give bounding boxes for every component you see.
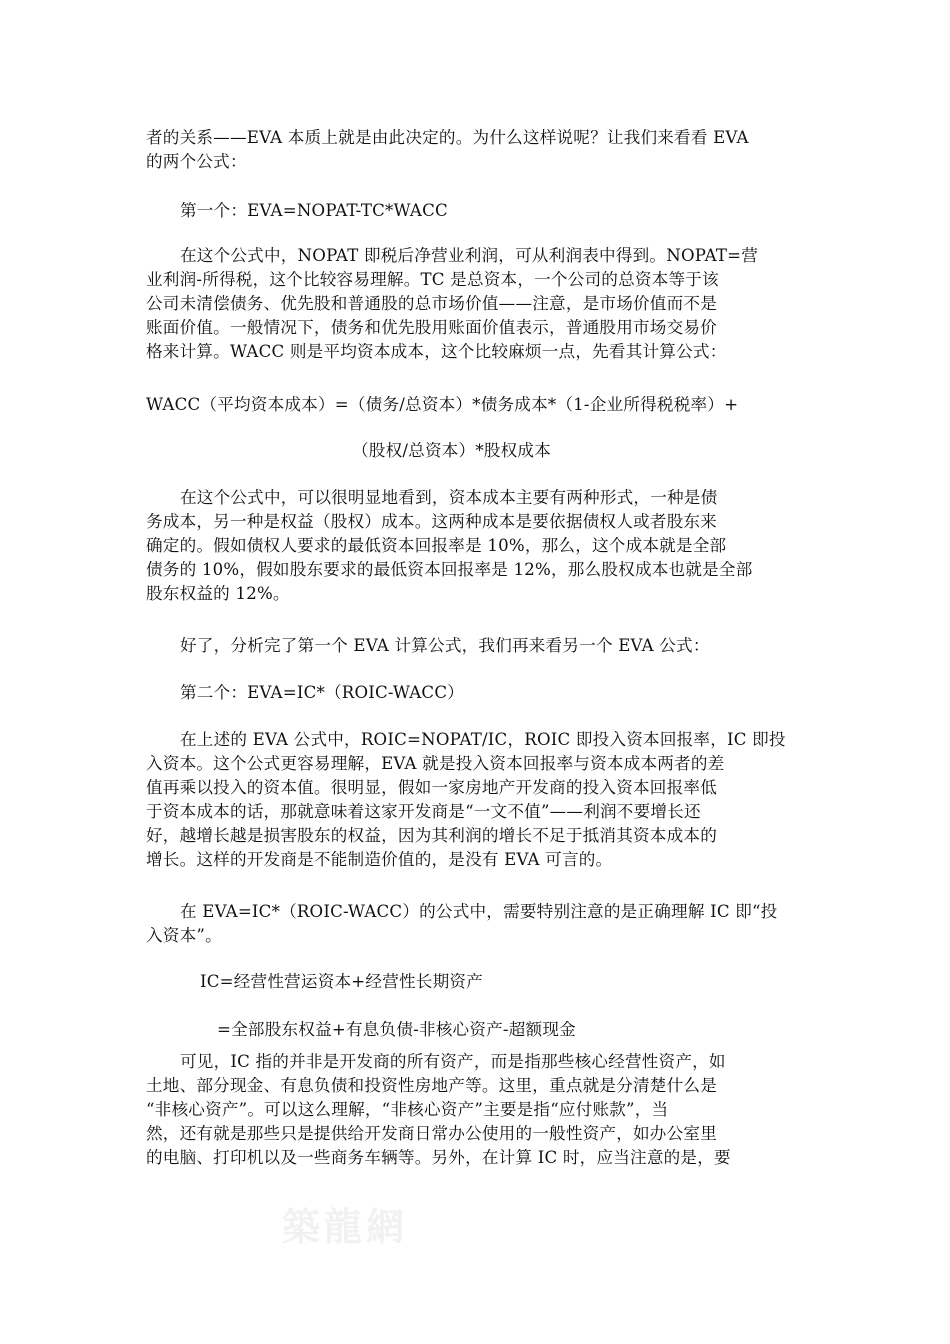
text-line: 第二个：EVA=IC*（ROIC-WACC） <box>180 683 465 702</box>
formula-wacc-line2 <box>352 439 652 463</box>
text-line: 公司未清偿债务、优先股和普通股的总市场价值——注意，是市场价值而不是 <box>146 294 717 313</box>
text-line: 在这个公式中，可以很明显地看到，资本成本主要有两种形式，一种是债 <box>180 488 718 507</box>
text-line: IC=经营性营运资本+经营性长期资产 <box>200 972 483 991</box>
text-line: 股东权益的 12%。 <box>146 584 290 603</box>
paragraph-eva-relationship <box>146 126 806 174</box>
formula-wacc-line1 <box>146 393 806 417</box>
text-line: 增长。这样的开发商是不能制造价值的，是没有 EVA 可言的。 <box>146 850 613 869</box>
text-line: 值再乘以投入的资本值。很明显，假如一家房地产开发商的投入资本回报率低 <box>146 778 717 797</box>
text-line: 在这个公式中，NOPAT 即税后净营业利润，可从利润表中得到。NOPAT=营 <box>180 246 759 265</box>
text-line: 确定的。假如债权人要求的最低资本回报率是 10%，那么，这个成本就是全部 <box>146 536 727 555</box>
text-line: （股权/总资本）*股权成本 <box>352 441 552 460</box>
text-line: 第一个：EVA=NOPAT-TC*WACC <box>180 201 448 220</box>
paragraph-ic-note <box>146 900 840 948</box>
text-line: 于资本成本的话，那就意味着这家开发商是“一文不值”——利润不要增长还 <box>146 802 701 821</box>
text-line: 好了，分析完了第一个 EVA 计算公式，我们再来看另一个 EVA 公式： <box>180 636 710 655</box>
formula-ic-line1 <box>200 970 700 994</box>
text-line: WACC（平均资本成本）=（债务/总资本）*债务成本*（1-企业所得税税率）+ <box>146 395 739 414</box>
text-line: 者的关系——EVA 本质上就是由此决定的。为什么这样说呢？让我们来看看 EVA <box>146 128 749 147</box>
text-line: 的两个公式： <box>146 152 247 171</box>
text-line: 务成本，另一种是权益（股权）成本。这两种成本是要依据债权人或者股东来 <box>146 512 717 531</box>
paragraph-roic-explanation <box>146 728 840 872</box>
text-line: 好，越增长越是损害股东的权益，因为其利润的增长不足于抵消其资本成本的 <box>146 826 717 845</box>
paragraph-transition <box>146 634 840 658</box>
text-line: 格来计算。WACC 则是平均资本成本，这个比较麻烦一点，先看其计算公式： <box>146 342 727 361</box>
formula-second-eva <box>146 681 840 705</box>
text-line: =全部股东权益+有息负债-非核心资产-超额现金 <box>217 1020 576 1039</box>
text-line: 账面价值。一般情况下，债务和优先股用账面价值表示，普通股用市场交易价 <box>146 318 717 337</box>
paragraph-capital-cost-forms <box>146 486 840 606</box>
paragraph-nopat-explanation <box>146 244 840 364</box>
text-line: 的电脑、打印机以及一些商务车辆等。另外，在计算 IC 时，应当注意的是，要 <box>146 1148 731 1167</box>
text-line: 然，还有就是那些只是提供给开发商日常办公使用的一般性资产，如办公室里 <box>146 1124 717 1143</box>
text-line: 在 EVA=IC*（ROIC-WACC）的公式中，需要特别注意的是正确理解 IC 即“投 <box>180 902 778 921</box>
text-line: “非核心资产”。可以这么理解，“非核心资产”主要是指“应付账款”，当 <box>146 1100 669 1119</box>
text-line: 入资本。这个公式更容易理解，EVA 就是投入资本回报率与资本成本两者的差 <box>146 754 725 773</box>
text-line: 在上述的 EVA 公式中，ROIC=NOPAT/IC，ROIC 即投入资本回报率，IC 即投 <box>180 730 786 749</box>
paragraph-ic-assets <box>146 1050 840 1170</box>
formula-first-eva <box>146 199 840 223</box>
text-line: 债务的 10%，假如股东要求的最低资本回报率是 12%，那么股权成本也就是全部 <box>146 560 753 579</box>
text-line: 可见，IC 指的并非是开发商的所有资产，而是指那些核心经营性资产，如 <box>180 1052 726 1071</box>
text-line: 土地、部分现金、有息负债和投资性房地产等。这里，重点就是分清楚什么是 <box>146 1076 717 1095</box>
formula-ic-line2 <box>217 1018 717 1042</box>
watermark-logo: 築龍網 <box>282 1204 409 1249</box>
text-line: 入资本”。 <box>146 926 222 945</box>
text-line: 业利润-所得税，这个比较容易理解。TC 是总资本，一个公司的总资本等于该 <box>146 270 719 289</box>
